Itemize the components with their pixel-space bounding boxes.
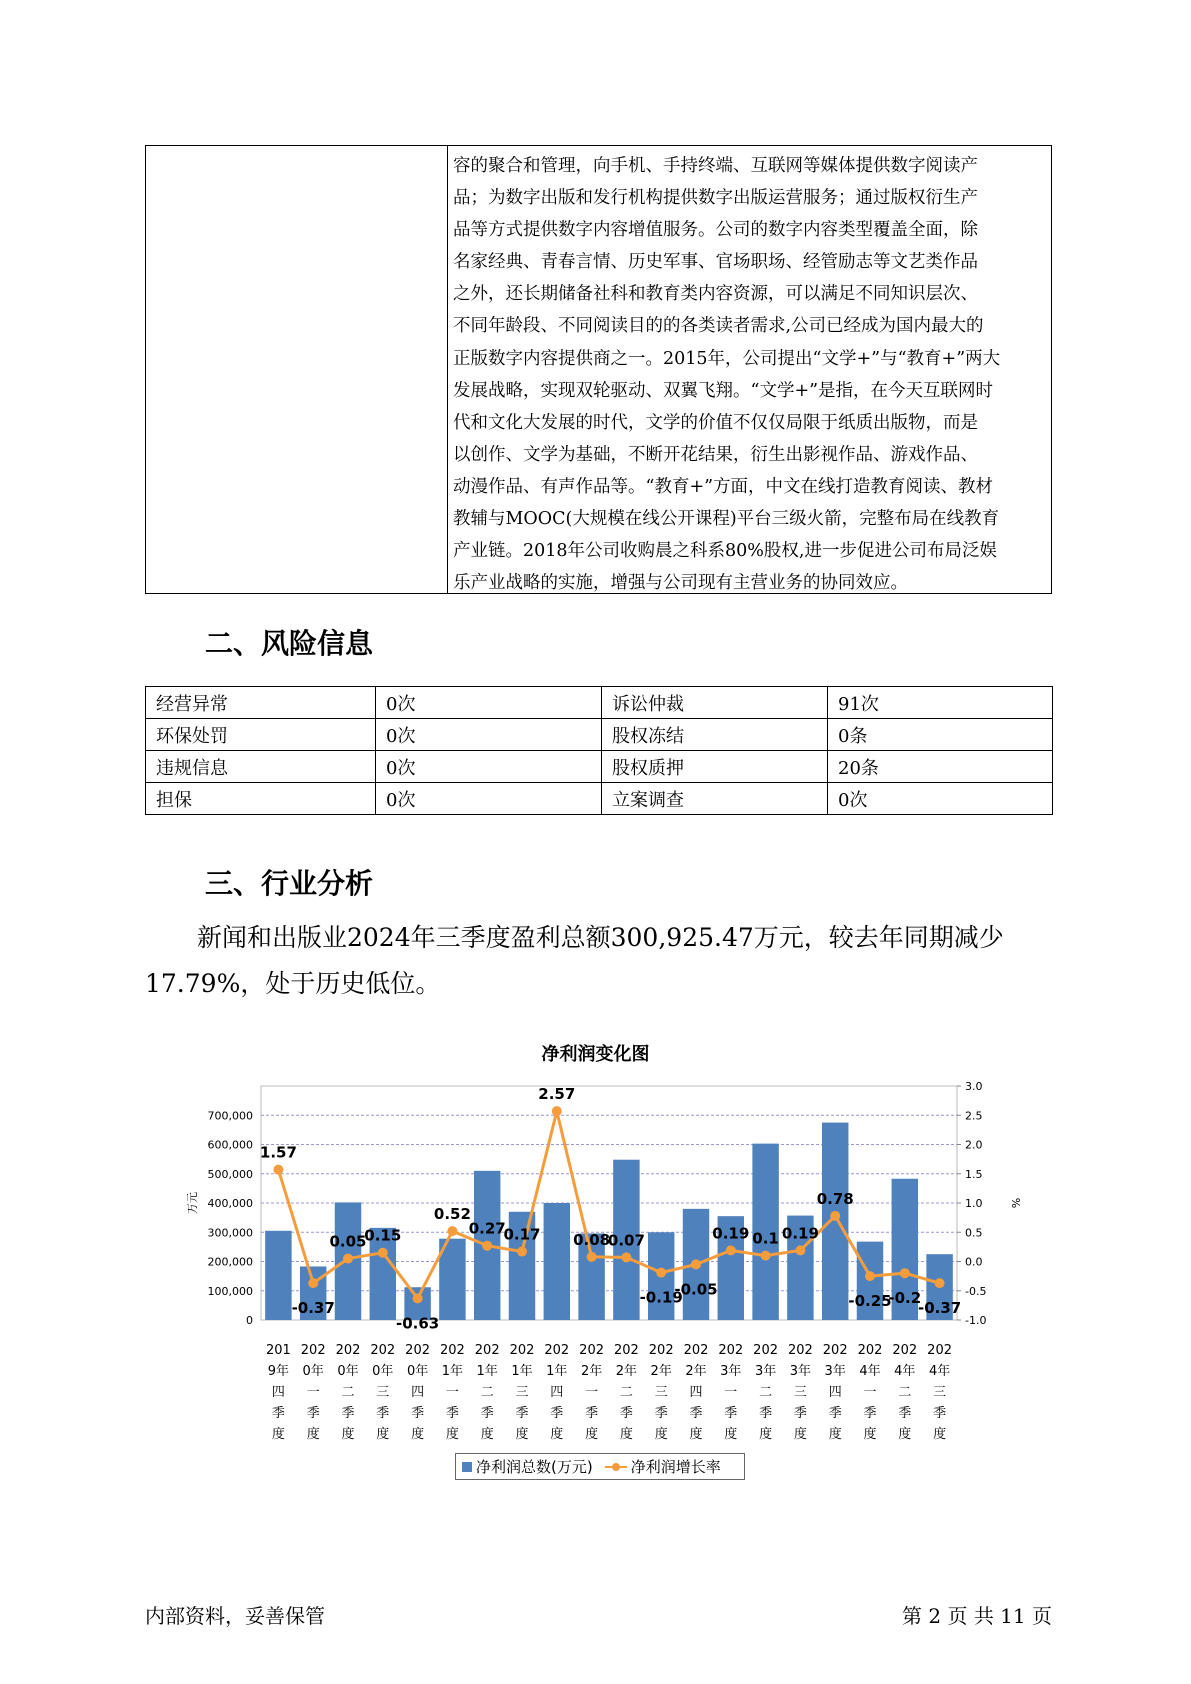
growth-point	[795, 1245, 805, 1255]
data-label: 0.17	[503, 1225, 541, 1244]
x-tick-label: 二	[759, 1385, 773, 1400]
x-tick-label: 四	[689, 1385, 703, 1400]
x-tick-label: 1年	[546, 1364, 568, 1379]
risk-value-cell: 0次	[828, 783, 1053, 815]
x-tick-label: 度	[863, 1427, 877, 1442]
x-tick-label: 季	[863, 1406, 877, 1421]
growth-point	[587, 1252, 597, 1262]
data-label: 0.08	[573, 1230, 611, 1249]
x-tick-label: 3年	[754, 1364, 777, 1379]
risk-label-cell: 诉讼仲裁	[602, 687, 828, 719]
intro-line: 之外，还长期储备社科和教育类内容资源，可以满足不同知识层次、	[453, 284, 978, 305]
y2-tick-label: 1.0	[965, 1197, 983, 1210]
growth-point	[517, 1247, 527, 1257]
x-tick-label: 季	[550, 1406, 564, 1421]
x-tick-label: 一	[445, 1385, 459, 1400]
growth-point	[273, 1165, 283, 1175]
growth-point	[726, 1245, 736, 1255]
data-label: 1.57	[259, 1143, 297, 1162]
risk-value-cell: 91次	[828, 687, 1053, 719]
growth-point	[621, 1252, 631, 1262]
x-tick-label: 0年	[372, 1364, 394, 1379]
y-axis-label: 万元	[186, 1192, 199, 1214]
x-tick-label: 季	[480, 1406, 494, 1421]
growth-point	[935, 1278, 945, 1288]
x-tick-label: 度	[585, 1427, 599, 1442]
risk-value-cell: 20条	[828, 751, 1053, 783]
x-tick-label: 季	[271, 1406, 285, 1421]
legend-line-label: 净利润增长率	[630, 1458, 721, 1476]
x-tick-label: 季	[759, 1406, 773, 1421]
y-tick-label: 200,000	[207, 1255, 253, 1269]
x-tick-label: 202	[648, 1343, 674, 1358]
footer-page-number: 第 2 页 共 11 页	[902, 1604, 1052, 1628]
growth-point	[308, 1278, 318, 1288]
risk-value-cell: 0次	[376, 751, 602, 783]
growth-point	[830, 1211, 840, 1221]
x-tick-label: 季	[515, 1406, 529, 1421]
x-tick-label: 度	[724, 1427, 738, 1442]
x-tick-label: 四	[828, 1385, 842, 1400]
intro-text-cell	[449, 146, 1051, 593]
risk-value-cell: 0次	[376, 783, 602, 815]
x-tick-label: 202	[474, 1343, 500, 1358]
risk-label-cell: 股权冻结	[602, 719, 828, 751]
data-label: -0.63	[395, 1314, 440, 1333]
growth-point	[343, 1254, 353, 1264]
x-tick-label: 季	[898, 1406, 912, 1421]
y-tick-label: 500,000	[207, 1167, 253, 1181]
legend-bar-label: 净利润总数(万元)	[476, 1458, 593, 1476]
x-tick-label: 度	[550, 1427, 564, 1442]
x-tick-label: 1年	[476, 1364, 498, 1379]
x-tick-label: 度	[654, 1427, 668, 1442]
y-tick-label: 300,000	[207, 1226, 253, 1240]
bar	[265, 1231, 291, 1320]
x-tick-label: 季	[793, 1406, 807, 1421]
x-tick-label: 度	[480, 1427, 494, 1442]
intro-line: 产业链。2018年公司收购晨之科系80%股权,进一步促进公司布局泛娱	[453, 541, 997, 562]
risk-row	[146, 783, 1053, 815]
x-tick-label: 202	[439, 1343, 465, 1358]
growth-point	[900, 1268, 910, 1278]
data-label: -0.25	[848, 1292, 892, 1311]
x-tick-label: 0年	[302, 1364, 324, 1379]
growth-point	[482, 1241, 492, 1251]
y-tick-label: 100,000	[207, 1284, 253, 1298]
section-risk-title: 二、风险信息	[205, 627, 374, 660]
risk-value-cell: 0次	[376, 687, 602, 719]
x-tick-label: 季	[585, 1406, 599, 1421]
x-tick-label: 四	[550, 1385, 564, 1400]
x-tick-label: 二	[480, 1385, 494, 1400]
x-tick-label: 度	[759, 1427, 773, 1442]
x-tick-label: 202	[405, 1343, 431, 1358]
legend-bar-swatch	[462, 1462, 472, 1472]
intro-line: 代和文化大发展的时代，文学的价值不仅仅局限于纸质出版物，而是	[453, 412, 978, 433]
x-tick-label: 度	[793, 1427, 807, 1442]
risk-value-cell: 0次	[376, 719, 602, 751]
x-tick-label: 度	[689, 1427, 703, 1442]
growth-point	[656, 1268, 666, 1278]
x-tick-label: 3年	[789, 1364, 812, 1379]
intro-line: 品等方式提供数字内容增值服务。公司的数字内容类型覆盖全面，除	[453, 220, 978, 241]
x-tick-label: 度	[445, 1427, 459, 1442]
intro-line: 以创作、文学为基础，不断开花结果，衍生出影视作品、游戏作品、	[453, 444, 978, 465]
growth-point	[552, 1106, 562, 1116]
growth-point	[447, 1226, 457, 1236]
x-tick-label: 三	[933, 1385, 947, 1400]
x-tick-label: 三	[793, 1385, 807, 1400]
y-tick-label: 700,000	[207, 1109, 253, 1123]
risk-value-cell: 0条	[828, 719, 1053, 751]
x-tick-label: 季	[341, 1406, 355, 1421]
x-tick-label: 度	[271, 1427, 285, 1442]
intro-line: 不同年龄段、不同阅读目的的各类读者需求,公司已经成为国内最大的	[453, 316, 984, 337]
x-tick-label: 季	[619, 1406, 633, 1421]
growth-point	[761, 1251, 771, 1261]
x-tick-label: 度	[898, 1427, 912, 1442]
x-tick-label: 季	[689, 1406, 703, 1421]
x-tick-label: 度	[619, 1427, 633, 1442]
x-tick-label: 度	[828, 1427, 842, 1442]
x-tick-label: 四	[411, 1385, 425, 1400]
x-tick-label: 二	[619, 1385, 633, 1400]
data-label: 0.05	[329, 1232, 367, 1251]
y2-tick-label: 3.0	[965, 1080, 983, 1093]
data-label: 0.07	[607, 1231, 645, 1250]
risk-row	[146, 687, 1053, 719]
x-tick-label: 202	[544, 1343, 570, 1358]
x-tick-label: 202	[718, 1343, 744, 1358]
x-tick-label: 202	[927, 1343, 953, 1358]
intro-line: 品；为数字出版和发行机构提供数字出版运营服务；通过版权衍生产	[453, 188, 978, 209]
growth-point	[691, 1259, 701, 1269]
risk-label-cell: 经营异常	[146, 687, 376, 719]
chart-title: 净利润变化图	[541, 1044, 650, 1065]
y2-tick-label: 2.0	[965, 1138, 983, 1152]
x-tick-label: 季	[724, 1406, 738, 1421]
x-tick-label: 三	[515, 1385, 529, 1400]
x-tick-label: 202	[683, 1343, 709, 1358]
x-tick-label: 202	[509, 1343, 535, 1358]
x-tick-label: 季	[376, 1406, 390, 1421]
intro-line: 教辅与MOOC(大规模在线公开课程)平台三级火箭，完整布局在线教育	[453, 509, 1000, 530]
section-industry-title: 三、行业分析	[205, 867, 374, 900]
intro-line: 乐产业战略的实施，增强与公司现有主营业务的协同效应。	[453, 573, 908, 594]
risk-label-cell: 股权质押	[602, 751, 828, 783]
intro-line: 正版数字内容提供商之一。2015年，公司提出“文学+”与“教育+”两大	[453, 348, 1001, 369]
growth-point	[378, 1248, 388, 1258]
intro-line: 发展战略，实现双轮驱动、双翼飞翔。“文学+”是指，在今天互联网时	[453, 380, 994, 401]
x-tick-label: 1年	[441, 1364, 464, 1379]
y2-axis-label: %	[1009, 1197, 1022, 1209]
risk-row	[146, 719, 1053, 751]
x-tick-label: 202	[753, 1343, 779, 1358]
x-tick-label: 一	[724, 1385, 738, 1400]
x-tick-label: 度	[515, 1427, 529, 1442]
intro-line: 动漫作品、有声作品等。“教育+”方面，中文在线打造教育阅读、教材	[453, 476, 994, 497]
y2-tick-label: 2.5	[965, 1109, 983, 1123]
x-tick-label: 季	[933, 1406, 947, 1421]
x-tick-label: 9年	[267, 1364, 290, 1379]
x-tick-label: 4年	[894, 1364, 916, 1379]
x-tick-label: 202	[613, 1343, 639, 1358]
x-tick-label: 一	[863, 1385, 877, 1400]
y2-tick-label: 0.0	[965, 1255, 983, 1269]
legend-line-swatch	[605, 1462, 627, 1472]
x-tick-label: 二	[341, 1385, 355, 1400]
x-tick-label: 2年	[615, 1364, 638, 1379]
risk-label-cell: 违规信息	[146, 751, 376, 783]
x-tick-label: 202	[892, 1343, 918, 1358]
data-label: 0.19	[712, 1224, 750, 1243]
data-label: 0.1	[752, 1229, 779, 1248]
chart-legend	[455, 1453, 745, 1480]
x-tick-label: 2年	[580, 1364, 603, 1379]
risk-label-cell: 担保	[146, 783, 376, 815]
growth-point	[865, 1271, 875, 1281]
x-tick-label: 202	[300, 1343, 326, 1358]
data-label: -0.2	[888, 1289, 922, 1308]
y-tick-label: 0	[246, 1314, 253, 1327]
x-tick-label: 季	[828, 1406, 842, 1421]
x-tick-label: 3年	[720, 1364, 742, 1379]
company-intro-table	[145, 145, 1052, 594]
x-tick-label: 三	[654, 1385, 668, 1400]
x-tick-label: 二	[898, 1385, 912, 1400]
x-tick-label: 度	[376, 1427, 390, 1442]
x-tick-label: 202	[787, 1343, 813, 1358]
risk-row	[146, 751, 1053, 783]
x-tick-label: 三	[376, 1385, 390, 1400]
data-label: 0.52	[433, 1205, 471, 1224]
x-tick-label: 202	[822, 1343, 848, 1358]
data-label: -0.37	[291, 1299, 335, 1318]
x-tick-label: 季	[411, 1406, 425, 1421]
x-tick-label: 一	[585, 1385, 599, 1400]
data-label: 0.27	[468, 1219, 506, 1238]
intro-line: 名家经典、青春言情、历史军事、官场职场、经管励志等文艺类作品	[453, 252, 978, 273]
x-tick-label: 0年	[406, 1364, 429, 1379]
bar	[544, 1203, 570, 1320]
industry-paragraph: 新闻和出版业2024年三季度盈利总额300,925.47万元，较去年同期减少17.79%，处于历史低位。	[145, 923, 1004, 998]
y2-tick-label: 1.5	[965, 1167, 983, 1181]
data-label: 0.19	[781, 1224, 819, 1243]
risk-table	[145, 686, 1053, 815]
x-tick-label: 度	[306, 1427, 320, 1442]
risk-label-cell: 立案调查	[602, 783, 828, 815]
x-tick-label: 2年	[685, 1364, 707, 1379]
data-label: 0.78	[816, 1189, 854, 1208]
x-tick-label: 3年	[824, 1364, 846, 1379]
x-tick-label: 2年	[650, 1364, 672, 1379]
data-label: 2.57	[538, 1085, 576, 1104]
x-tick-label: 201	[265, 1343, 291, 1358]
y2-tick-label: 0.5	[965, 1226, 983, 1240]
x-tick-label: 202	[335, 1343, 361, 1358]
y-tick-label: 400,000	[207, 1197, 253, 1210]
x-tick-label: 度	[933, 1427, 947, 1442]
data-label: -0.37	[917, 1299, 962, 1318]
x-tick-label: 4年	[928, 1364, 951, 1379]
growth-point	[413, 1293, 423, 1303]
x-tick-label: 度	[411, 1427, 425, 1442]
x-tick-label: 4年	[859, 1364, 881, 1379]
x-tick-label: 202	[579, 1343, 605, 1358]
x-tick-label: 四	[271, 1385, 285, 1400]
x-tick-label: 度	[341, 1427, 355, 1442]
y-tick-label: 600,000	[207, 1138, 253, 1152]
x-tick-label: 202	[370, 1343, 396, 1358]
x-tick-label: 季	[445, 1406, 459, 1421]
footer-confidential: 内部资料，妥善保管	[145, 1604, 325, 1628]
y2-tick-label: -1.0	[965, 1314, 987, 1327]
intro-line: 容的聚合和管理，向手机、手持终端、互联网等媒体提供数字阅读产	[453, 156, 978, 176]
bar	[822, 1123, 848, 1320]
y2-tick-label: -0.5	[965, 1284, 987, 1298]
x-tick-label: 季	[306, 1406, 320, 1421]
x-tick-label: 季	[654, 1406, 668, 1421]
x-tick-label: 0年	[337, 1364, 359, 1379]
data-label: -0.19	[639, 1288, 683, 1307]
x-tick-label: 202	[857, 1343, 883, 1358]
data-label: 0.15	[364, 1226, 402, 1245]
intro-label-cell	[146, 146, 448, 593]
x-tick-label: 1年	[511, 1364, 533, 1379]
risk-label-cell: 环保处罚	[146, 719, 376, 751]
net-profit-chart	[0, 1070, 1191, 1450]
x-tick-label: 一	[306, 1385, 320, 1400]
data-label: -0.05	[674, 1280, 718, 1299]
